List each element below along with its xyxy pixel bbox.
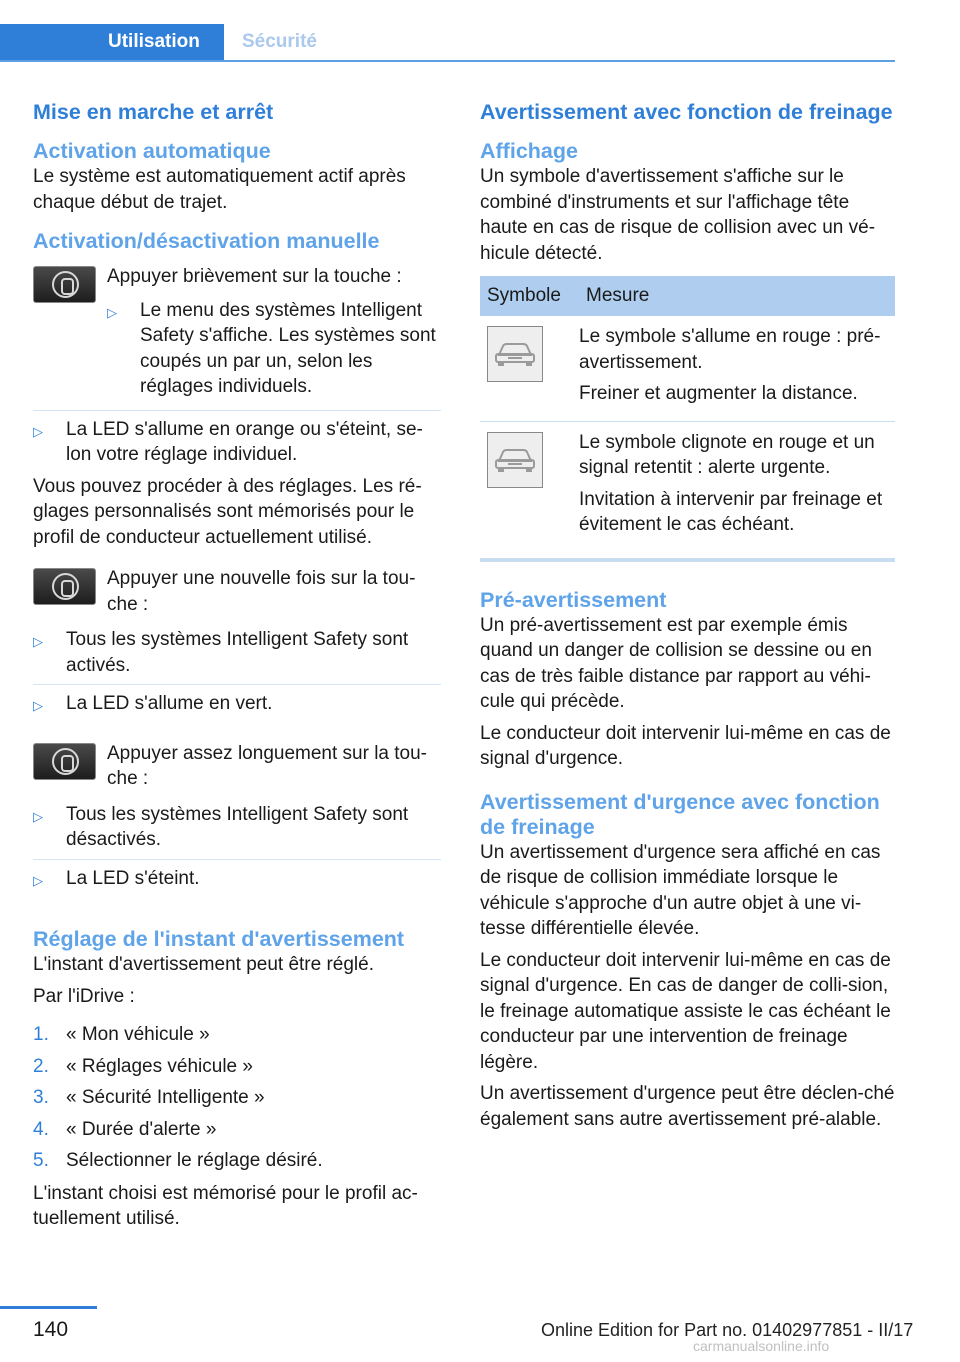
safety-button-image	[33, 266, 96, 303]
edition-note: Online Edition for Part no. 01402977851 - II/17	[541, 1320, 914, 1340]
symbol-table	[480, 276, 895, 562]
list-item	[33, 1082, 441, 1114]
heading-warning-instant: Réglage de l'instant d'avertissement	[33, 927, 405, 951]
list-item	[107, 296, 441, 406]
safety-car-icon	[52, 271, 79, 298]
heading-pre-warning: Pré-avertissement	[480, 587, 667, 612]
triangle-bullet-icon: ▷	[33, 698, 43, 713]
heading-auto-activation: Activation automatique	[33, 139, 271, 163]
step-text: « Réglages véhicule »	[66, 1055, 253, 1077]
paragraph-pre-warning-2: Le conducteur doit intervenir lui-même en cas de signal d'urgence.	[480, 722, 891, 769]
measure-text: Invitation à intervenir par freinage et évitement le cas échéant.	[579, 488, 883, 535]
button-text-2: Appuyer une nouvelle fois sur la tou-che :	[107, 568, 416, 615]
step-number: 1.	[33, 1024, 49, 1045]
button-instruction-2	[33, 566, 441, 617]
list-item-text: Tous les systèmes Intelligent Safety sont désactivés.	[66, 803, 409, 850]
button-text-3: Appuyer assez longuement sur la tou-che :	[107, 742, 428, 789]
button-text-1	[107, 264, 441, 406]
table-cell-measure	[579, 316, 895, 421]
tab-securite[interactable]: Sécurité	[242, 31, 317, 52]
list-item-text: La LED s'allume en vert.	[66, 693, 273, 714]
right-column	[480, 100, 895, 1138]
step-number: 3.	[33, 1087, 49, 1108]
step-number: 5.	[33, 1150, 49, 1171]
list-item-text: Le menu des systèmes Intelligent Safety s'affiche. Les systèmes sont coupés un par un, selon les réglages individuels.	[140, 299, 436, 397]
triangle-bullet-icon: ▷	[33, 808, 43, 824]
safety-car-icon	[52, 573, 79, 600]
section-title-braking-warning: Avertissement avec fonction de freinage	[480, 100, 893, 124]
table-cell-measure	[579, 421, 895, 560]
safety-button-image	[33, 568, 96, 605]
tab-utilisation[interactable]: Utilisation	[0, 24, 224, 60]
list-item	[33, 1145, 441, 1177]
table-header-row	[480, 276, 895, 316]
paragraph-auto: Le système est automatiquement actif après chaque début de trajet.	[33, 166, 406, 213]
list-item	[33, 621, 441, 685]
safety-car-icon	[52, 748, 79, 775]
step-text: « Mon véhicule »	[66, 1024, 210, 1045]
triangle-bullet-icon: ▷	[33, 872, 43, 888]
table-cell-symbol	[480, 316, 579, 421]
paragraph-saved: L'instant choisi est mémorisé pour le profil ac-tuellement utilisé.	[33, 1182, 418, 1229]
list-item	[33, 796, 441, 860]
heading-manual-activation: Activation/désactivation manuelle	[33, 229, 380, 253]
step-number: 2.	[33, 1055, 49, 1077]
safety-button-image	[33, 743, 96, 780]
list-item	[33, 860, 441, 900]
heading-urgent-warning: Avertissement d'urgence avec fonction de freinage	[480, 789, 880, 839]
vehicle-warning-icon	[487, 326, 543, 382]
measure-text: Freiner et augmenter la distance.	[579, 383, 858, 404]
btn1-label: Appuyer brièvement sur la touche :	[107, 266, 402, 287]
footer-accent-line	[0, 1306, 97, 1309]
table-header-symbol: Symbole	[480, 276, 579, 316]
steps-list	[33, 1019, 441, 1177]
paragraph-display: Un symbole d'avertissement s'affiche sur le combiné d'instruments et sur l'affichage tête haute en cas de risque de collision avec un vé-hicule détecté.	[480, 166, 876, 264]
table-header-measure: Mesure	[579, 276, 895, 316]
step-text: Sélectionner le réglage désiré.	[66, 1150, 323, 1171]
list-item	[33, 411, 441, 474]
table-cell-symbol	[480, 421, 579, 560]
tab-bar	[0, 24, 895, 62]
page-number: 140	[33, 1318, 69, 1341]
heading-display: Affichage	[480, 139, 578, 163]
paragraph-pre-warning: Un pré-avertissement est par exemple émis quand un danger de collision se dessine ou en cas de très faible distance par rapport au véhi-cule qui précède.	[480, 614, 872, 712]
paragraph-urgent-2: Le conducteur doit intervenir lui-même en cas de signal d'urgence. En cas de danger de colli-sion, le freinage automatique assiste le cas échéant le conducteur par une intervention de freinage légère.	[480, 949, 891, 1073]
left-column	[33, 100, 441, 1238]
step-text: « Durée d'alerte »	[66, 1118, 217, 1140]
step-text: « Sécurité Intelligente »	[66, 1087, 265, 1108]
list-item-text: La LED s'éteint.	[66, 867, 200, 889]
paragraph-idrive: Par l'iDrive :	[33, 985, 135, 1007]
measure-text: Le symbole clignote en rouge et un signal retentit : alerte urgente.	[579, 431, 875, 478]
paragraph-urgent-1: Un avertissement d'urgence sera affiché en cas de risque de collision immédiate lorsque le véhicule s'approche d'un autre objet à une vi-tesse différentielle élevée.	[480, 841, 881, 939]
list-item	[33, 685, 441, 725]
step-number: 4.	[33, 1118, 49, 1140]
watermark: carmanualsonline.info	[693, 1338, 830, 1354]
paragraph-urgent-3: Un avertissement d'urgence peut être déclen-ché également sans autre avertissement pré-alable.	[480, 1083, 895, 1130]
measure-text: Le symbole s'allume en rouge : pré-avertissement.	[579, 326, 881, 373]
triangle-bullet-icon: ▷	[107, 304, 117, 320]
button-instruction-3	[33, 741, 441, 792]
table-row	[480, 421, 895, 560]
triangle-bullet-icon: ▷	[33, 423, 43, 439]
button-instruction-1	[33, 264, 441, 406]
section-title-start-stop: Mise en marche et arrêt	[33, 100, 274, 124]
triangle-bullet-icon: ▷	[33, 634, 43, 649]
list-item	[33, 1019, 441, 1051]
table-row	[480, 316, 895, 421]
list-item	[33, 1051, 441, 1083]
list-item	[33, 1114, 441, 1146]
vehicle-warning-icon	[487, 432, 543, 488]
paragraph-instant: L'instant d'avertissement peut être réglé.	[33, 954, 374, 975]
list-item-text: La LED s'allume en orange ou s'éteint, se-lon votre réglage individuel.	[66, 418, 423, 465]
list-item-text: Tous les systèmes Intelligent Safety sont activés.	[66, 629, 409, 676]
paragraph-settings: Vous pouvez procéder à des réglages. Les ré-glages personnalisés sont mémorisés pour le profil de conducteur actuellement utilisé.	[33, 475, 422, 548]
